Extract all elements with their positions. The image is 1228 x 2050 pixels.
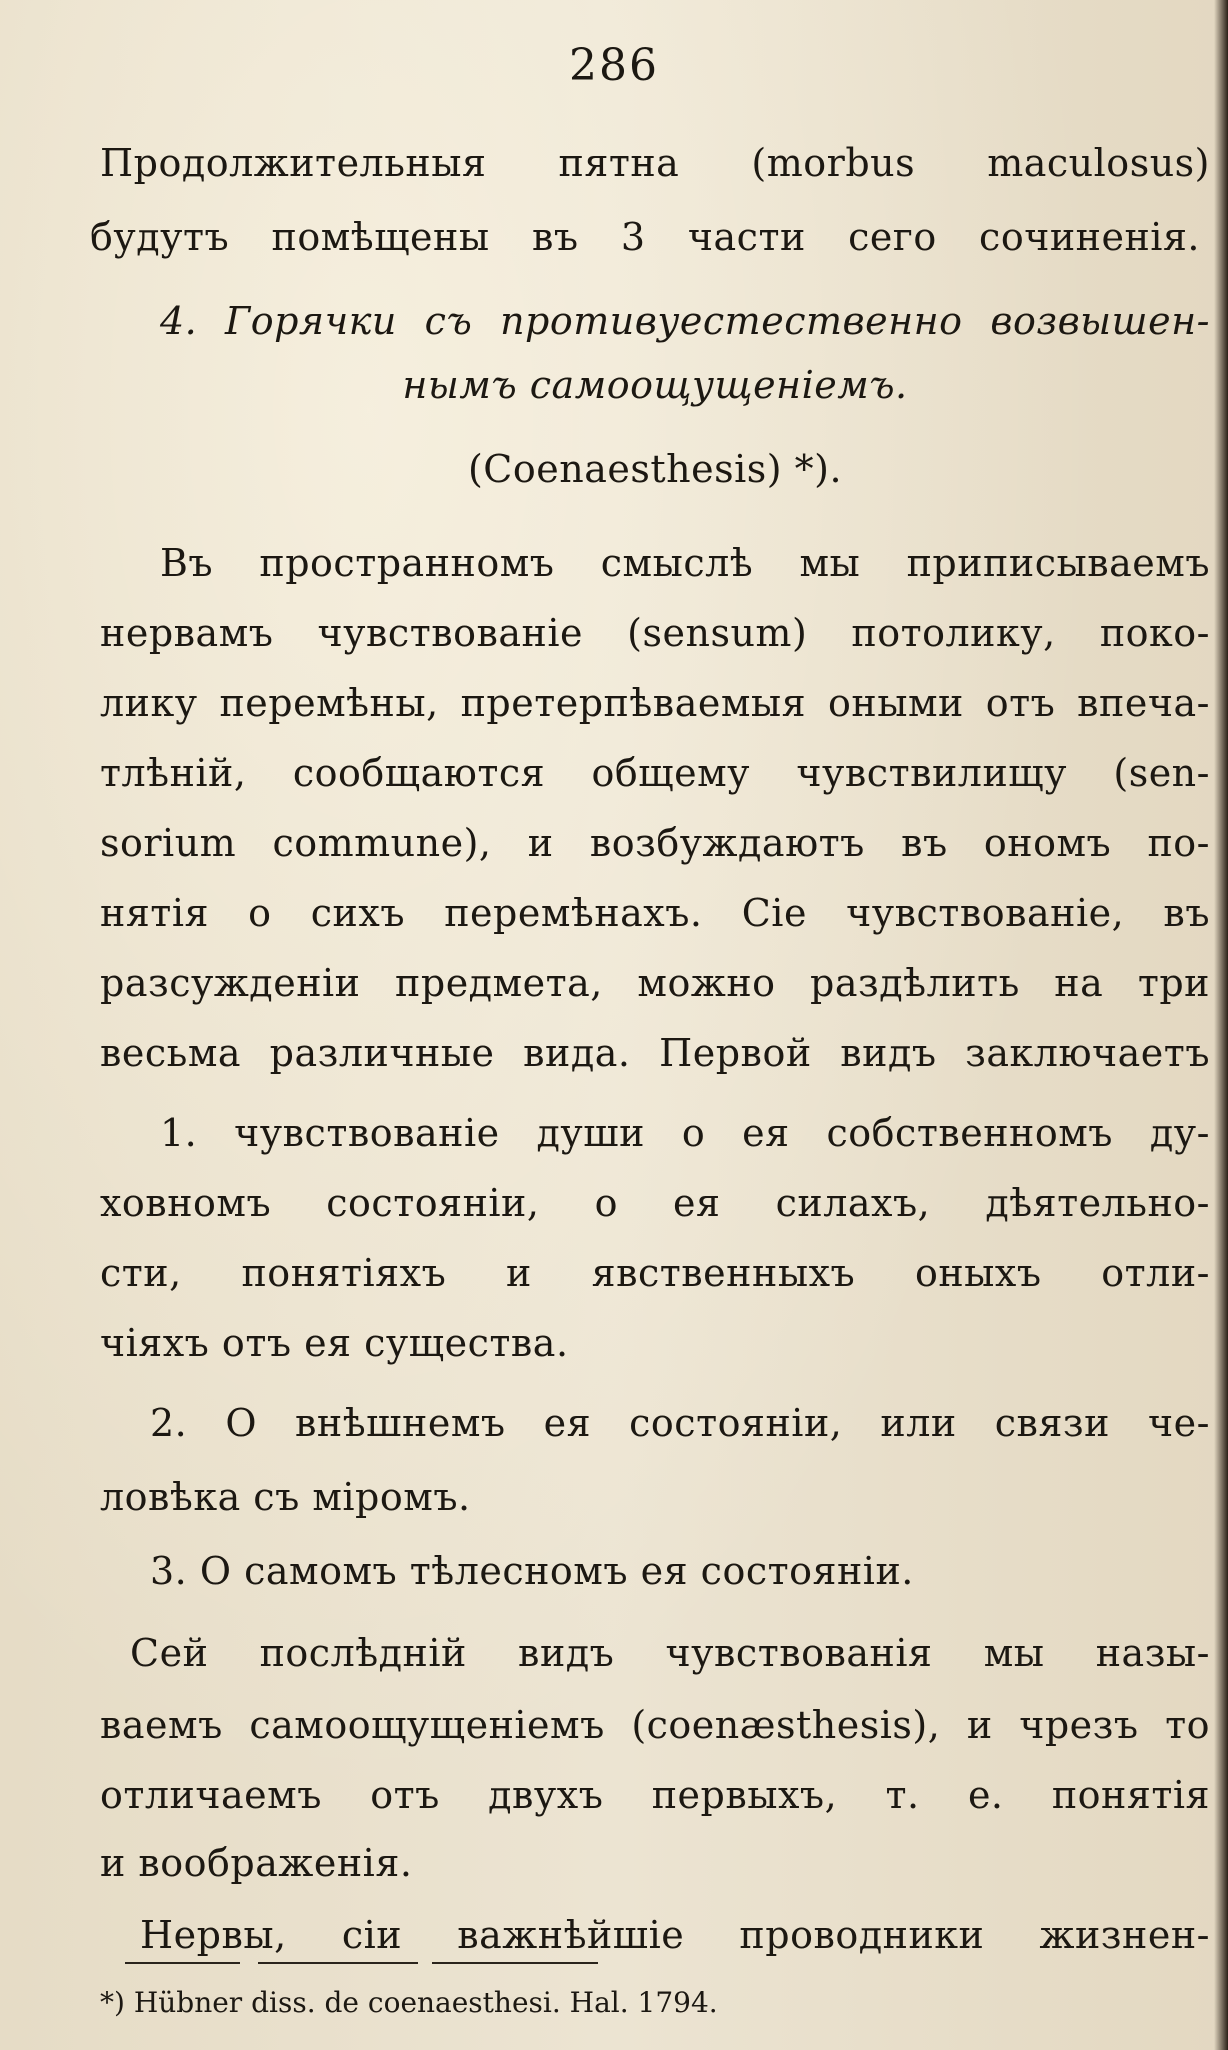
list-item-line: 1. чувствованіе души о ея собственномъ ду-: [160, 1111, 1210, 1155]
text-line: Сей послѣдній видъ чувствованія мы назы-: [130, 1631, 1210, 1675]
text-line: чіяхъ отъ ея существа.: [100, 1321, 569, 1365]
section-heading-line: 4. Горячки съ противуестественно возвышен-: [160, 299, 1210, 343]
list-item-line: 3. О самомъ тѣлесномъ ея состояніи.: [150, 1549, 914, 1593]
list-item-line: 2. О внѣшнемъ ея состояніи, или связи че-: [150, 1401, 1210, 1445]
text-line: отличаемъ отъ двухъ первыхъ, т. е. понятія: [100, 1773, 1210, 1817]
text-line: Въ пространномъ смыслѣ мы приписываемъ: [160, 541, 1210, 585]
section-heading-line: нымъ самоощущеніемъ.: [402, 363, 908, 407]
page-number: 286: [569, 40, 659, 91]
footnote-rule: [125, 1962, 240, 1964]
text-line: тлѣній, сообщаются общему чувствилищу (sen-: [100, 751, 1210, 795]
text-line: ваемъ самоощущеніемъ (coenæsthesis), и чрезъ то: [100, 1703, 1210, 1747]
footnote-rule: [258, 1962, 418, 1964]
text-line: нятія о сихъ перемѣнахъ. Сіе чувствованіе, въ: [100, 891, 1210, 935]
text-line: sorium commune), и возбуждаютъ въ ономъ по-: [100, 821, 1210, 865]
text-line: ховномъ состояніи, о ея силахъ, дѣятельно-: [100, 1181, 1210, 1225]
text-line: и воображенія.: [100, 1841, 413, 1885]
text-line: лику перемѣны, претерпѣваемыя оными отъ впеча-: [100, 681, 1210, 725]
text-line: нервамъ чувствованіе (sensum) потолику, поко-: [100, 611, 1210, 655]
page-gutter-shadow: [1214, 0, 1228, 2050]
text-line: будутъ помѣщены въ 3 части сего сочиненія.: [90, 215, 1200, 259]
footnote: *) Hübner diss. de coenaesthesi. Hal. 1794.: [100, 1986, 718, 2019]
text-line: сти, понятіяхъ и явственныхъ оныхъ отли-: [100, 1251, 1210, 1295]
text-line: ловѣка съ міромъ.: [100, 1475, 471, 1519]
text-line: весьма различные вида. Первой видъ заключаетъ: [100, 1031, 1210, 1075]
text-line: Продолжительныя пятна (morbus maculosus): [100, 141, 1210, 185]
section-subtitle: (Coenaesthesis) *).: [467, 447, 843, 491]
text-line: разсужденіи предмета, можно раздѣлить на три: [100, 961, 1210, 1005]
text-line: Нервы, сіи важнѣйшіе проводники жизнен-: [140, 1913, 1210, 1957]
footnote-rule: [432, 1962, 598, 1964]
